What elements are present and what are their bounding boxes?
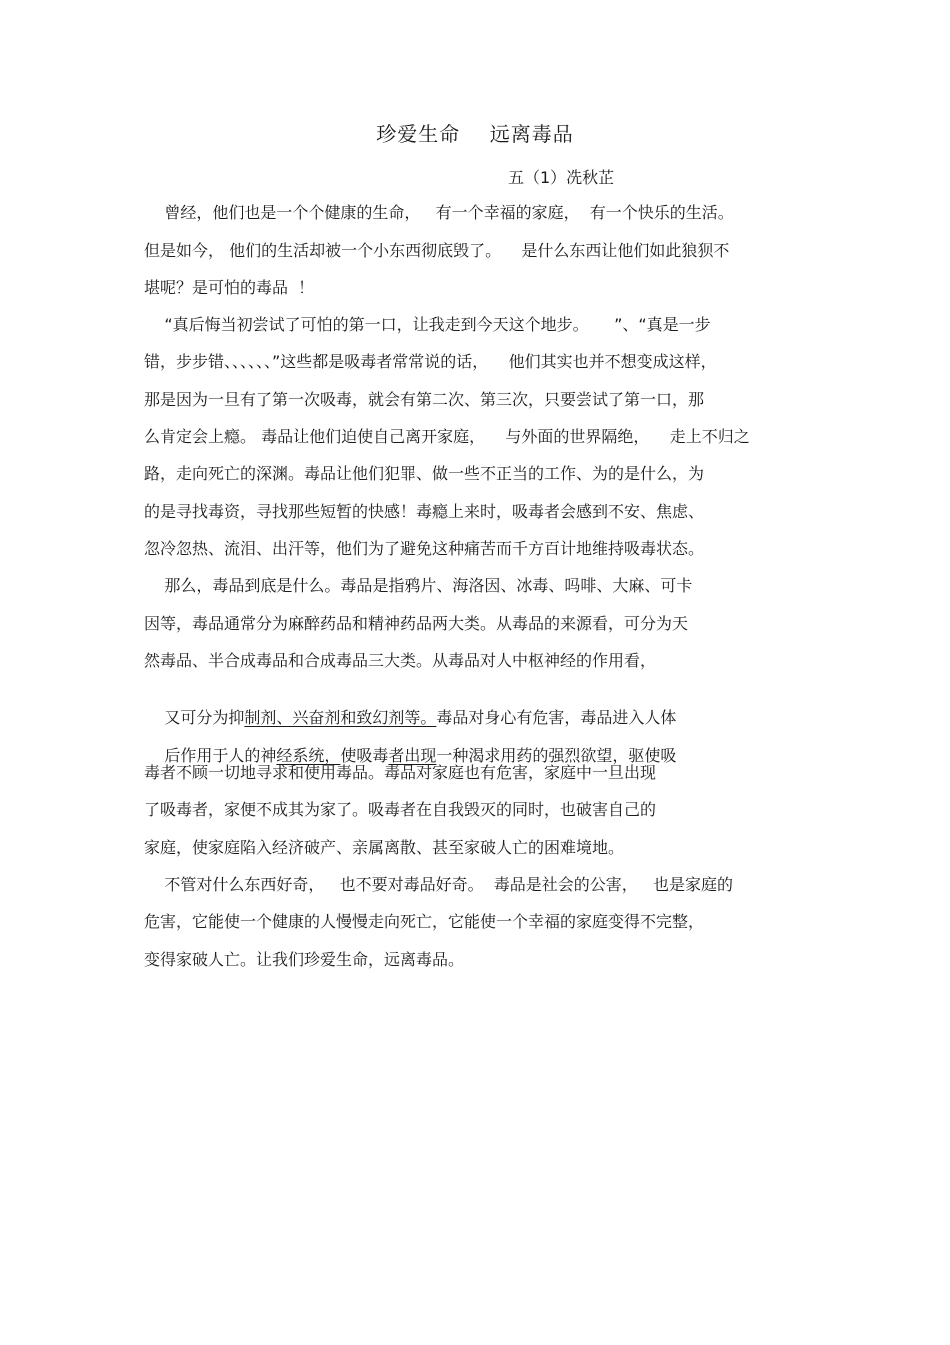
text-segment: 使吸毒 — [340, 746, 389, 765]
text-segment: 毒品对身心有危害，毒品进入人体 — [436, 708, 677, 727]
text-line: 路，走向死亡的深渊。毒品让他们犯罪、做一些不正当的工作、为的是什么，为 — [144, 464, 705, 483]
text-line: 那么，毒品到底是什么。毒品是指鸦片、海洛因、冰毒、吗啡、大麻、可卡 — [144, 576, 693, 595]
text-line: 变得家破人亡。让我们珍爱生命，远离毒品。 — [144, 950, 465, 969]
text-segment: 又可分为抑 — [164, 708, 245, 727]
author-line: 五（1）冼秋芷 — [508, 168, 615, 187]
text-line: 曾经，他们也是一个个健康的生命， 有一个幸福的家庭， 有一个快乐的生活。 — [144, 203, 734, 222]
text-line: 家庭，使家庭陷入经济破产、亲属离散、甚至家破人亡的困难境地。 — [144, 838, 625, 857]
text-line: 的是寻找毒资，寻找那些短暂的快感！毒瘾上来时，吸毒者会感到不安、焦虑、 — [144, 502, 705, 521]
text-segment: 后作用于人的神 — [164, 746, 277, 765]
text-line: 么肯定会上瘾。 毒品让他们迫使自己离开家庭， 与外面的世界隔绝， 走上不归之 — [144, 427, 750, 446]
document-title: 珍爱生命 远离毒品 — [376, 122, 574, 146]
text-line: 但是如今， 他们的生活却被一个小东西彻底毁了。 是什么东西让他们如此狼狈不 — [144, 241, 730, 260]
text-line: 毒者不顾一切地寻求和使用毒品。毒品对家庭也有危害，家庭中一旦出现 — [144, 763, 657, 782]
text-line: 那是因为一旦有了第一次吸毒，就会有第二次、第三次，只要尝试了第一口，那 — [144, 390, 705, 409]
underlined-text: 者出现 — [388, 746, 437, 765]
text-line: 不管对什么东西好奇， 也不要对毒品好奇。 毒品是社会的公害， 也是家庭的 — [144, 875, 734, 894]
text-line: 忽冷忽热、流泪、出汗等，他们为了避免这种痛苦而千方百计地维持吸毒状态。 — [144, 539, 705, 558]
text-line: 堪呢？是可怕的毒品 ！ — [144, 278, 315, 297]
underlined-text: 经系统， — [276, 746, 341, 765]
underlined-text: 制剂、兴奋剂和致幻剂等。 — [244, 708, 437, 727]
text-line: 了吸毒者，家便不成其为家了。吸毒者在自我毁灭的同时，也破害自己的 — [144, 800, 657, 819]
text-line: 因等，毒品通常分为麻醉药品和精神药品两大类。从毒品的来源看，可分为天 — [144, 614, 689, 633]
text-line: 危害，它能使一个健康的人慢慢走向死亡，它能使一个幸福的家庭变得不完整， — [144, 912, 705, 931]
text-line: “真后悔当初尝试了可怕的第一口，让我走到今天这个地步。 ”、“真是一步 — [144, 315, 711, 334]
text-line: 错，步步错、、、、、、”这些都是吸毒者常常说的话， 他们其实也并不想变成这样， — [144, 352, 717, 371]
text-line: 然毒品、半合成毒品和合成毒品三大类。从毒品对人中枢神经的作用看， — [144, 651, 657, 670]
text-segment: 一种渴求用药的强烈欲望，驱使吸 — [436, 746, 677, 765]
